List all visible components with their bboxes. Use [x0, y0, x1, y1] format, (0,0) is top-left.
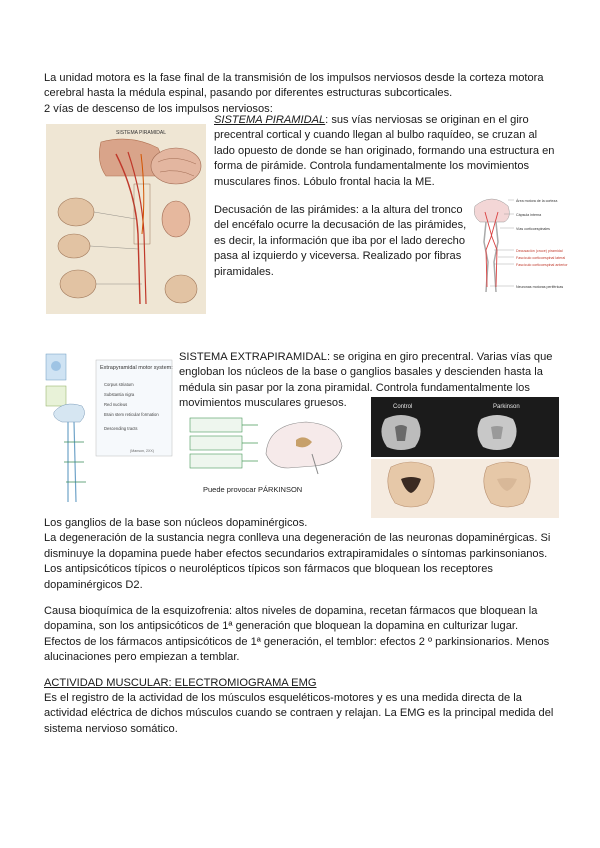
basal-ganglia-line: Los ganglios de la base son núcleos dopaminérgicos. [44, 517, 308, 529]
pyramidal-paragraph [214, 113, 566, 190]
basal-ganglia-line: Los antipsicóticos típicos o neurolépticos típicos son fármacos que bloquean los receptores [44, 563, 493, 576]
decussation-label: Vías corticoespinales [516, 227, 550, 231]
extrapyramidal-item: Substantia nigra [104, 392, 135, 397]
extrapyramidal-box-title: Extrapyramidal motor system: [100, 365, 173, 371]
basal-ganglia-line: La degeneración de la sustancia negra conlleva una degeneración de las neuronas dopaminérgicas. Si [44, 532, 551, 545]
intro-line: La unidad motora es la fase final de la transmisión de los impulsos nerviosos desde la corteza motora [44, 72, 544, 84]
emg-line: sistema nervioso somático. [44, 722, 178, 735]
extrapyramidal-line: engloban los núcleos de la base o ganglios basales y descienden hasta la [179, 366, 543, 379]
decussation-label: Área motora de la corteza [516, 199, 558, 203]
basal-ganglia-line: dopaminérgicos D2. [44, 578, 143, 591]
intro-paragraph [44, 71, 564, 117]
decussation-label: Fascículo corticoespinal anterior [516, 263, 568, 267]
decussation-line: es decir, la información que iba por el lado derecho [214, 234, 465, 247]
extrapyramidal-line: médula sin pasar por la zona piramidal. Controla fundamentalmente los [179, 381, 530, 394]
pyramidal-system-illustration [46, 124, 206, 314]
pyramidal-figure-title: SISTEMA PIRAMIDAL [116, 130, 167, 136]
pyramidal-line: forma de pirámide. Controla fundamentalmente los movimientos [214, 160, 530, 173]
decussation-label: Fascículo corticoespinal lateral [516, 256, 566, 260]
extrapyramidal-ref: (Manson, 2XX) [130, 449, 154, 453]
pyramidal-line: musculares finos. Lóbulo frontal hacia la ME. [214, 175, 435, 188]
schizophrenia-line: dopamina, son los antipsicóticos de 1ª generación que bloquean la dopamina en culturizar lugar. [44, 620, 519, 633]
intro-line: cerebral hasta la médula espinal, pasando por diferentes estructuras subcorticales. [44, 87, 453, 100]
intro-line: 2 vías de descenso de los impulsos nerviosos: [44, 102, 273, 115]
brain-slices-image [371, 397, 559, 518]
decussation-line: Decusación de las pirámides: a la altura del tronco [214, 204, 463, 216]
extrapyramidal-line: SISTEMA EXTRAPIRAMIDAL: se origina en giro precentral. Varias vías que [179, 351, 553, 363]
pyramidal-line: precentral cortical y cuando llegan al bulbo raquídeo, se cruzan al [214, 129, 538, 142]
decussation-label: Neuronas motoras periféricas [516, 285, 564, 289]
emg-line: actividad eléctrica de dichos músculos cuando se contraen y relajan. La EMG es la principal medida del [44, 707, 554, 720]
emg-paragraph [44, 691, 564, 737]
decussation-diagram [470, 192, 584, 298]
schizophrenia-line: alucinaciones pero empiezan a temblar. [44, 651, 240, 664]
emg-heading: ACTIVIDAD MUSCULAR: ELECTROMIOGRAMA EMG [44, 677, 317, 689]
control-label: Control [393, 404, 413, 410]
extrapyramidal-item: Corpus striatum [104, 382, 134, 387]
extrapyramidal-diagram [44, 352, 174, 512]
basal-ganglia-paragraph [44, 516, 564, 593]
pyramidal-line: : sus vías nerviosas se originan en el giro [325, 114, 529, 126]
parkinson-label: Parkinson [493, 404, 520, 410]
schizophrenia-paragraph [44, 604, 564, 666]
decussation-label: Cápsula interna [516, 213, 542, 217]
pyramidal-title: SISTEMA PIRAMIDAL [214, 114, 326, 126]
emg-line: Es el registro de la actividad de los músculos esqueléticos-motores y es una medida directa de la [44, 692, 522, 704]
extrapyramidal-line: movimientos musculares gruesos. [179, 397, 347, 410]
extrapyramidal-item: Brain stem reticular formation [104, 412, 159, 417]
basal-ganglia-diagram [188, 414, 364, 480]
decussation-paragraph [214, 203, 466, 280]
schizophrenia-line: Causa bioquímica de la esquizofrenia: altos niveles de dopamina, recetan fármacos que bloquean la [44, 605, 538, 617]
pyramidal-line: lado opuesto de donde se han originado, formando una estructura en [214, 144, 555, 157]
decussation-line: piramidales. [214, 265, 274, 278]
decussation-label: Decusación (cruce) piramidal [516, 249, 563, 253]
decussation-line: pasa al izquierdo y viceversa. Realizado por fibras [214, 250, 462, 263]
extrapyramidal-item: Red nucleus [104, 402, 128, 407]
schizophrenia-line: Efectos de los fármacos antipsicóticos de 1ª generación, el temblor: efectos 2 º parkinsionarios. Menos [44, 635, 550, 648]
extrapyramidal-item: Descending tracts [104, 426, 138, 431]
parkinson-caption: Puede provocar PÁRKINSON [203, 485, 303, 494]
decussation-line: del encéfalo ocurre la decusación de las pirámides, [214, 219, 467, 232]
basal-ganglia-line: disminuye la dopamina puede haber efectos secundarios extrapiramidales o síntomas parkinsonianos. [44, 547, 548, 560]
